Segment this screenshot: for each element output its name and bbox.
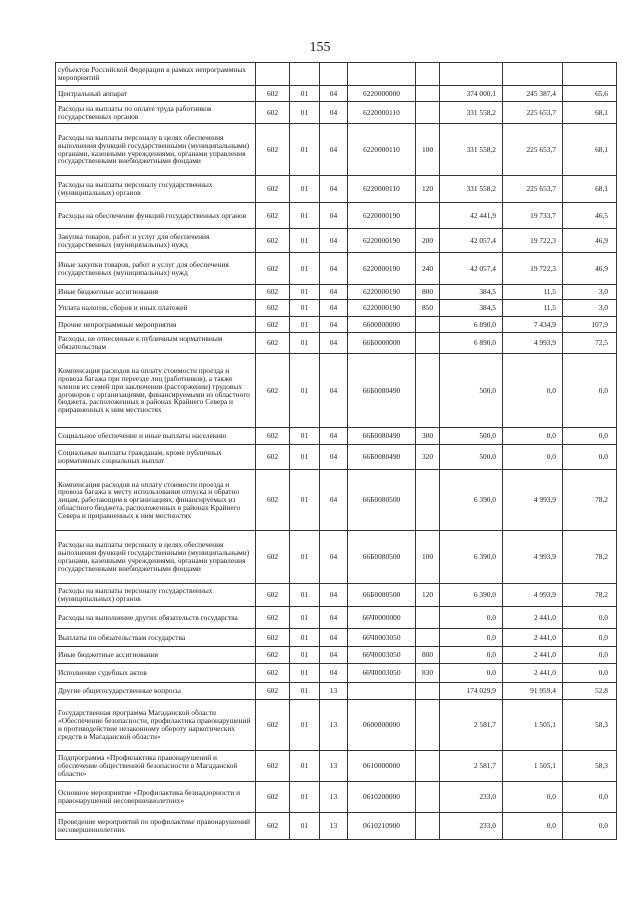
- subsection-code-cell: 13: [320, 751, 348, 782]
- planned-amount-cell: 6 390,0: [440, 531, 503, 584]
- percent-executed-cell: 0,0: [563, 813, 617, 840]
- target-article-cell: 66Б0080490: [348, 445, 416, 470]
- target-article-cell: 6220000110: [348, 102, 416, 124]
- percent-executed-cell: 0,0: [563, 629, 617, 647]
- expense-type-cell: [416, 203, 440, 229]
- admin-code-cell: 602: [256, 333, 290, 354]
- planned-amount-cell: 6 390,0: [440, 584, 503, 607]
- subsection-code-cell: 13: [320, 683, 348, 700]
- row-name-cell: Основное мероприятие «Профилактика безнадзорности и правонарушений несовершеннолетних»: [56, 782, 256, 813]
- row-name-cell: Центральный аппарат: [56, 86, 256, 102]
- table-row: [56, 333, 617, 354]
- table-row: [56, 354, 617, 428]
- row-name-cell: Расходы на выполнение других обязательств государства: [56, 607, 256, 629]
- percent-executed-cell: 46,9: [563, 253, 617, 285]
- section-code-cell: [290, 63, 320, 86]
- table-row: [56, 253, 617, 285]
- target-article-cell: 66Ч0003050: [348, 647, 416, 664]
- target-article-cell: 66Б0080490: [348, 354, 416, 428]
- row-name-cell: Компенсация расходов на оплату стоимости проезда и провоза багажа к месту использования отпуска и обратно лицам, работающим в организациях, финансируемых из областного бюджета, расположенных в районах Крайнего Севера и приравненных к ним местностях: [56, 470, 256, 531]
- target-article-cell: 66Б0080500: [348, 584, 416, 607]
- row-name-cell: Иные бюджетные ассигнования: [56, 285, 256, 300]
- target-article-cell: 6220000110: [348, 176, 416, 203]
- actual-amount-cell: 2 441,0: [503, 629, 563, 647]
- actual-amount-cell: 91 959,4: [503, 683, 563, 700]
- percent-executed-cell: 68,1: [563, 124, 617, 176]
- table-row: [56, 428, 617, 445]
- expense-type-cell: 120: [416, 176, 440, 203]
- subsection-code-cell: 04: [320, 102, 348, 124]
- target-article-cell: 0600000000: [348, 700, 416, 751]
- subsection-code-cell: 04: [320, 333, 348, 354]
- percent-executed-cell: 0,0: [563, 647, 617, 664]
- target-article-cell: 0610210900: [348, 813, 416, 840]
- section-code-cell: 01: [290, 584, 320, 607]
- row-name-cell: Прочие непрограммные мероприятия: [56, 317, 256, 333]
- percent-executed-cell: [563, 63, 617, 86]
- subsection-code-cell: 04: [320, 285, 348, 300]
- percent-executed-cell: 3,0: [563, 285, 617, 300]
- actual-amount-cell: 11,5: [503, 300, 563, 317]
- admin-code-cell: 602: [256, 607, 290, 629]
- subsection-code-cell: 04: [320, 203, 348, 229]
- row-name-cell: Расходы на обеспечение функций государственных органов: [56, 203, 256, 229]
- actual-amount-cell: 4 993,9: [503, 333, 563, 354]
- admin-code-cell: 602: [256, 813, 290, 840]
- subsection-code-cell: 13: [320, 813, 348, 840]
- expense-type-cell: 100: [416, 531, 440, 584]
- section-code-cell: 01: [290, 813, 320, 840]
- subsection-code-cell: 04: [320, 124, 348, 176]
- planned-amount-cell: 500,0: [440, 354, 503, 428]
- actual-amount-cell: 0,0: [503, 354, 563, 428]
- table-row: [56, 285, 617, 300]
- section-code-cell: 01: [290, 531, 320, 584]
- section-code-cell: 01: [290, 751, 320, 782]
- actual-amount-cell: 0,0: [503, 782, 563, 813]
- admin-code-cell: 602: [256, 647, 290, 664]
- planned-amount-cell: 0,0: [440, 647, 503, 664]
- budget-execution-table: [55, 62, 617, 840]
- row-name-cell: Расходы на выплаты персоналу государственных (муниципальных) органов: [56, 176, 256, 203]
- expense-type-cell: 300: [416, 428, 440, 445]
- expense-type-cell: 830: [416, 664, 440, 683]
- row-name-cell: Иные бюджетные ассигнования: [56, 647, 256, 664]
- expense-type-cell: [416, 700, 440, 751]
- actual-amount-cell: 2 441,0: [503, 607, 563, 629]
- admin-code-cell: 602: [256, 354, 290, 428]
- page-number: 155: [309, 40, 331, 55]
- table-row: [56, 584, 617, 607]
- subsection-code-cell: 04: [320, 664, 348, 683]
- row-name-cell: Социальное обеспечение и иные выплаты населению: [56, 428, 256, 445]
- table-row: [56, 813, 617, 840]
- table-row: [56, 229, 617, 253]
- table-body: [56, 63, 617, 840]
- admin-code-cell: 602: [256, 531, 290, 584]
- expense-type-cell: [416, 86, 440, 102]
- actual-amount-cell: 225 653,7: [503, 124, 563, 176]
- subsection-code-cell: 04: [320, 354, 348, 428]
- actual-amount-cell: 19 733,7: [503, 203, 563, 229]
- section-code-cell: 01: [290, 124, 320, 176]
- actual-amount-cell: 4 993,9: [503, 470, 563, 531]
- section-code-cell: 01: [290, 664, 320, 683]
- percent-executed-cell: 52,8: [563, 683, 617, 700]
- target-article-cell: 6220000190: [348, 253, 416, 285]
- table-row: [56, 664, 617, 683]
- section-code-cell: 01: [290, 683, 320, 700]
- planned-amount-cell: 174 029,9: [440, 683, 503, 700]
- expense-type-cell: [416, 317, 440, 333]
- admin-code-cell: 602: [256, 124, 290, 176]
- expense-type-cell: 100: [416, 124, 440, 176]
- actual-amount-cell: 0,0: [503, 428, 563, 445]
- row-name-cell: Социальные выплаты гражданам, кроме публичных нормативных социальных выплат: [56, 445, 256, 470]
- section-code-cell: 01: [290, 629, 320, 647]
- admin-code-cell: 602: [256, 445, 290, 470]
- subsection-code-cell: 04: [320, 607, 348, 629]
- planned-amount-cell: 42 441,9: [440, 203, 503, 229]
- table-row: [56, 629, 617, 647]
- row-name-cell: Уплата налогов, сборов и иных платежей: [56, 300, 256, 317]
- table-row: [56, 203, 617, 229]
- actual-amount-cell: 4 993,9: [503, 531, 563, 584]
- row-name-cell: Расходы на выплаты персоналу в целях обеспечения выполнения функций государственными (муниципальными) органами, казенными учреждениями, органами управления государственными внебюджетными фондами: [56, 531, 256, 584]
- actual-amount-cell: 19 722,3: [503, 229, 563, 253]
- subsection-code-cell: 04: [320, 584, 348, 607]
- percent-executed-cell: 0,0: [563, 664, 617, 683]
- expense-type-cell: 120: [416, 584, 440, 607]
- admin-code-cell: 602: [256, 176, 290, 203]
- planned-amount-cell: 0,0: [440, 607, 503, 629]
- actual-amount-cell: 245 387,4: [503, 86, 563, 102]
- subsection-code-cell: 04: [320, 647, 348, 664]
- planned-amount-cell: 500,0: [440, 428, 503, 445]
- expense-type-cell: [416, 63, 440, 86]
- percent-executed-cell: 58,3: [563, 700, 617, 751]
- section-code-cell: 01: [290, 203, 320, 229]
- actual-amount-cell: 1 505,1: [503, 700, 563, 751]
- row-name-cell: Закупка товаров, работ и услуг для обеспечения государственных (муниципальных) нужд: [56, 229, 256, 253]
- percent-executed-cell: 107,9: [563, 317, 617, 333]
- target-article-cell: 66Ч0000000: [348, 607, 416, 629]
- planned-amount-cell: 0,0: [440, 629, 503, 647]
- actual-amount-cell: 7 434,9: [503, 317, 563, 333]
- section-code-cell: 01: [290, 333, 320, 354]
- row-name-cell: Другие общегосударственные вопросы: [56, 683, 256, 700]
- row-name-cell: Расходы на выплаты по оплате труда работников государственных органов: [56, 102, 256, 124]
- expense-type-cell: 200: [416, 229, 440, 253]
- subsection-code-cell: 04: [320, 428, 348, 445]
- percent-executed-cell: 46,9: [563, 229, 617, 253]
- expense-type-cell: [416, 751, 440, 782]
- section-code-cell: 01: [290, 317, 320, 333]
- subsection-code-cell: 04: [320, 445, 348, 470]
- target-article-cell: 66Б0080500: [348, 470, 416, 531]
- percent-executed-cell: 0,0: [563, 428, 617, 445]
- target-article-cell: 6220000110: [348, 124, 416, 176]
- planned-amount-cell: 6 890,0: [440, 333, 503, 354]
- section-code-cell: 01: [290, 445, 320, 470]
- admin-code-cell: 602: [256, 629, 290, 647]
- expense-type-cell: 240: [416, 253, 440, 285]
- section-code-cell: 01: [290, 354, 320, 428]
- subsection-code-cell: 04: [320, 86, 348, 102]
- target-article-cell: 66Б0080500: [348, 531, 416, 584]
- row-name-cell: Государственная программа Магаданской области «Обеспечение безопасности, профилактика правонарушений и противодействие незаконному обороту наркотических средств в Магаданской области»: [56, 700, 256, 751]
- table-row: [56, 683, 617, 700]
- percent-executed-cell: 78,2: [563, 584, 617, 607]
- row-name-cell: Иные закупки товаров, работ и услуг для обеспечения государственных (муниципальных) нужд: [56, 253, 256, 285]
- table-row: [56, 86, 617, 102]
- actual-amount-cell: 19 722,3: [503, 253, 563, 285]
- table-row: [56, 102, 617, 124]
- subsection-code-cell: 13: [320, 700, 348, 751]
- target-article-cell: 66Ч0003050: [348, 629, 416, 647]
- section-code-cell: 01: [290, 428, 320, 445]
- table-row: [56, 607, 617, 629]
- subsection-code-cell: 04: [320, 531, 348, 584]
- expense-type-cell: [416, 629, 440, 647]
- expense-type-cell: 800: [416, 285, 440, 300]
- row-name-cell: Расходы на выплаты персоналу государственных (муниципальных) органов: [56, 584, 256, 607]
- percent-executed-cell: 0,0: [563, 607, 617, 629]
- percent-executed-cell: 3,0: [563, 300, 617, 317]
- subsection-code-cell: 13: [320, 782, 348, 813]
- actual-amount-cell: [503, 63, 563, 86]
- section-code-cell: 01: [290, 102, 320, 124]
- row-name-cell: Подпрограмма «Профилактика правонарушений и обеспечение общественной безопасности в Магаданской области»: [56, 751, 256, 782]
- subsection-code-cell: 04: [320, 317, 348, 333]
- subsection-code-cell: [320, 63, 348, 86]
- target-article-cell: 6220000190: [348, 203, 416, 229]
- admin-code-cell: 602: [256, 664, 290, 683]
- actual-amount-cell: 0,0: [503, 445, 563, 470]
- subsection-code-cell: 04: [320, 229, 348, 253]
- table-row: [56, 751, 617, 782]
- expense-type-cell: [416, 813, 440, 840]
- section-code-cell: 01: [290, 300, 320, 317]
- percent-executed-cell: 68,1: [563, 176, 617, 203]
- planned-amount-cell: 2 581,7: [440, 700, 503, 751]
- table-row: [56, 63, 617, 86]
- target-article-cell: 0610200000: [348, 782, 416, 813]
- percent-executed-cell: 46,5: [563, 203, 617, 229]
- actual-amount-cell: 0,0: [503, 813, 563, 840]
- target-article-cell: 6600000000: [348, 317, 416, 333]
- planned-amount-cell: 42 057,4: [440, 229, 503, 253]
- subsection-code-cell: 04: [320, 629, 348, 647]
- target-article-cell: 6220000190: [348, 300, 416, 317]
- percent-executed-cell: 65,6: [563, 86, 617, 102]
- planned-amount-cell: 42 057,4: [440, 253, 503, 285]
- section-code-cell: 01: [290, 700, 320, 751]
- admin-code-cell: 602: [256, 782, 290, 813]
- planned-amount-cell: [440, 63, 503, 86]
- planned-amount-cell: 0,0: [440, 664, 503, 683]
- planned-amount-cell: 500,0: [440, 445, 503, 470]
- planned-amount-cell: 233,0: [440, 782, 503, 813]
- table-row: [56, 176, 617, 203]
- table-row: [56, 470, 617, 531]
- row-name-cell: Расходы на выплаты персоналу в целях обеспечения выполнения функций государственными (муниципальными) органами, казенными учреждениями, органами управления государственными внебюджетными фондами: [56, 124, 256, 176]
- admin-code-cell: 602: [256, 253, 290, 285]
- percent-executed-cell: 78,2: [563, 531, 617, 584]
- planned-amount-cell: 384,5: [440, 300, 503, 317]
- percent-executed-cell: 68,1: [563, 102, 617, 124]
- actual-amount-cell: 1 505,1: [503, 751, 563, 782]
- table-row: [56, 445, 617, 470]
- admin-code-cell: 602: [256, 584, 290, 607]
- expense-type-cell: [416, 607, 440, 629]
- percent-executed-cell: 72,5: [563, 333, 617, 354]
- actual-amount-cell: 225 653,7: [503, 102, 563, 124]
- planned-amount-cell: 374 000,1: [440, 86, 503, 102]
- target-article-cell: 6220000190: [348, 285, 416, 300]
- expense-type-cell: [416, 683, 440, 700]
- admin-code-cell: 602: [256, 102, 290, 124]
- expense-type-cell: 320: [416, 445, 440, 470]
- percent-executed-cell: 0,0: [563, 445, 617, 470]
- table-row: [56, 647, 617, 664]
- expense-type-cell: 850: [416, 300, 440, 317]
- admin-code-cell: 602: [256, 470, 290, 531]
- target-article-cell: 66Ч0003050: [348, 664, 416, 683]
- table-row: [56, 124, 617, 176]
- target-article-cell: 6220000000: [348, 86, 416, 102]
- actual-amount-cell: 225 653,7: [503, 176, 563, 203]
- admin-code-cell: 602: [256, 203, 290, 229]
- row-name-cell: субъектов Российской Федерации в рамках непрограммных мероприятий: [56, 63, 256, 86]
- row-name-cell: Исполнение судебных актов: [56, 664, 256, 683]
- admin-code-cell: 602: [256, 683, 290, 700]
- percent-executed-cell: 78,2: [563, 470, 617, 531]
- subsection-code-cell: 04: [320, 176, 348, 203]
- target-article-cell: 0610000000: [348, 751, 416, 782]
- section-code-cell: 01: [290, 607, 320, 629]
- planned-amount-cell: 384,5: [440, 285, 503, 300]
- section-code-cell: 01: [290, 176, 320, 203]
- section-code-cell: 01: [290, 647, 320, 664]
- percent-executed-cell: 0,0: [563, 354, 617, 428]
- section-code-cell: 01: [290, 285, 320, 300]
- table-row: [56, 531, 617, 584]
- subsection-code-cell: 04: [320, 470, 348, 531]
- admin-code-cell: 602: [256, 428, 290, 445]
- expense-type-cell: [416, 333, 440, 354]
- planned-amount-cell: 233,0: [440, 813, 503, 840]
- table-row: [56, 700, 617, 751]
- row-name-cell: Выплаты по обязательствам государства: [56, 629, 256, 647]
- admin-code-cell: 602: [256, 317, 290, 333]
- admin-code-cell: 602: [256, 86, 290, 102]
- expense-type-cell: [416, 354, 440, 428]
- admin-code-cell: 602: [256, 700, 290, 751]
- row-name-cell: Компенсация расходов на оплату стоимости проезда и провоза багажа при переезде лиц (работников), а также членов их семей при заключении (расторжении) трудовых договоров с организациями, финансируемыми из областного бюджета, расположенных в районах Крайнего Севера и приравненных к ним местностях: [56, 354, 256, 428]
- admin-code-cell: 602: [256, 751, 290, 782]
- target-article-cell: [348, 683, 416, 700]
- admin-code-cell: [256, 63, 290, 86]
- planned-amount-cell: 331 558,2: [440, 102, 503, 124]
- subsection-code-cell: 04: [320, 253, 348, 285]
- percent-executed-cell: 58,3: [563, 751, 617, 782]
- planned-amount-cell: 331 558,2: [440, 176, 503, 203]
- actual-amount-cell: 2 441,0: [503, 647, 563, 664]
- admin-code-cell: 602: [256, 285, 290, 300]
- table-row: [56, 317, 617, 333]
- section-code-cell: 01: [290, 86, 320, 102]
- section-code-cell: 01: [290, 782, 320, 813]
- target-article-cell: 66Б0080490: [348, 428, 416, 445]
- target-article-cell: 6220000190: [348, 229, 416, 253]
- table-row: [56, 300, 617, 317]
- row-name-cell: Расходы, не отнесенные к публичным нормативным обязательствам: [56, 333, 256, 354]
- admin-code-cell: 602: [256, 300, 290, 317]
- planned-amount-cell: 331 558,2: [440, 124, 503, 176]
- actual-amount-cell: 11,5: [503, 285, 563, 300]
- admin-code-cell: 602: [256, 229, 290, 253]
- actual-amount-cell: 2 441,0: [503, 664, 563, 683]
- row-name-cell: Проведение мероприятий по профилактике правонарушений несовершеннолетних: [56, 813, 256, 840]
- percent-executed-cell: 0,0: [563, 782, 617, 813]
- expense-type-cell: [416, 102, 440, 124]
- target-article-cell: [348, 63, 416, 86]
- actual-amount-cell: 4 993,9: [503, 584, 563, 607]
- table-row: [56, 782, 617, 813]
- expense-type-cell: 800: [416, 647, 440, 664]
- section-code-cell: 01: [290, 470, 320, 531]
- planned-amount-cell: 6 390,0: [440, 470, 503, 531]
- planned-amount-cell: 6 890,0: [440, 317, 503, 333]
- subsection-code-cell: 04: [320, 300, 348, 317]
- section-code-cell: 01: [290, 229, 320, 253]
- expense-type-cell: [416, 782, 440, 813]
- section-code-cell: 01: [290, 253, 320, 285]
- planned-amount-cell: 2 581,7: [440, 751, 503, 782]
- target-article-cell: 66Б0000000: [348, 333, 416, 354]
- expense-type-cell: [416, 470, 440, 531]
